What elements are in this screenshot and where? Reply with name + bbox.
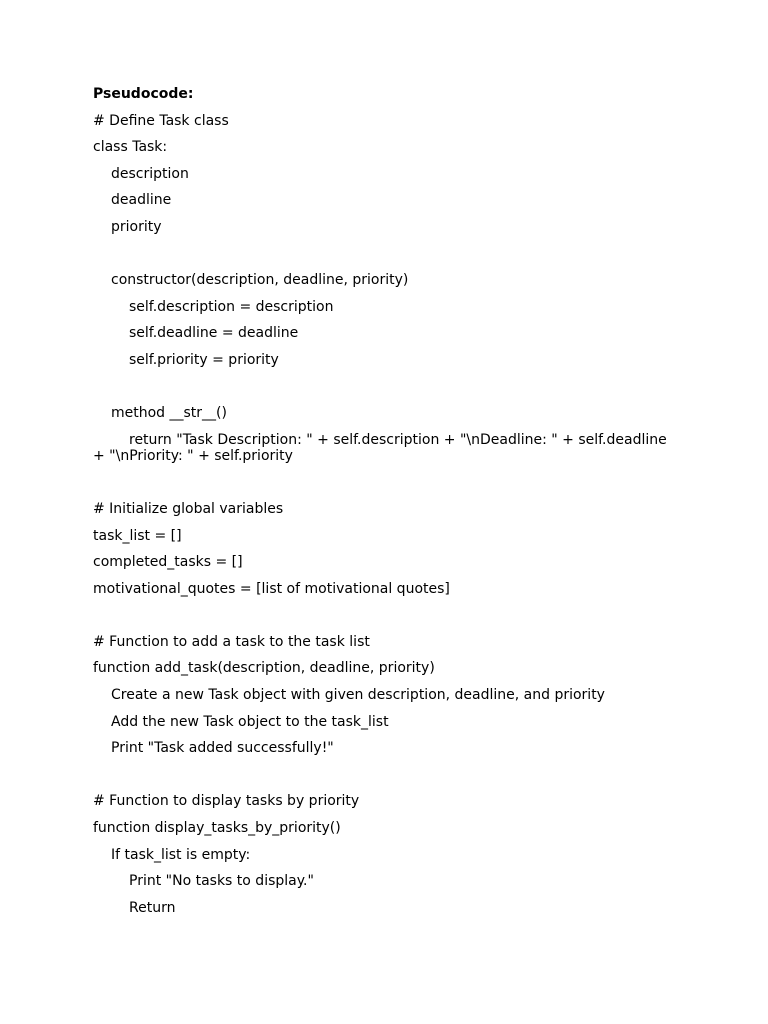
code-line: description xyxy=(111,165,189,182)
code-line: Print "No tasks to display." xyxy=(129,873,314,890)
code-line: return "Task Description: " + self.description + "\nDeadline: " + self.deadline xyxy=(129,431,667,448)
code-line: priority xyxy=(111,218,162,235)
blank-line xyxy=(93,379,693,395)
document-heading: Pseudocode: xyxy=(93,86,194,102)
code-comment: # Function to add a task to the task list xyxy=(93,633,370,650)
code-line: If task_list is empty: xyxy=(111,846,251,863)
code-line: Create a new Task object with given description, deadline, and priority xyxy=(111,687,605,704)
blank-line xyxy=(93,474,693,490)
code-comment: # Initialize global variables xyxy=(93,500,284,517)
blank-line xyxy=(93,767,693,783)
code-line: method __str__() xyxy=(111,405,227,422)
code-line: self.deadline = deadline xyxy=(129,325,299,342)
code-comment: # Function to display tasks by priority xyxy=(93,793,360,810)
blank-line xyxy=(93,246,693,262)
code-line: function display_tasks_by_priority() xyxy=(93,820,341,837)
code-line-wrapped xyxy=(93,432,693,464)
code-line: self.description = description xyxy=(129,298,334,315)
code-line: Add the new Task object to the task_list xyxy=(111,713,389,730)
code-line: task_list = [] xyxy=(93,527,182,544)
blank-line xyxy=(93,607,693,623)
code-line: self.priority = priority xyxy=(129,351,279,368)
code-line: constructor(description, deadline, priority) xyxy=(111,272,409,289)
code-line: Return xyxy=(129,899,176,916)
code-line: Print "Task added successfully!" xyxy=(111,740,334,757)
code-line-continuation: + "\nPriority: " + self.priority xyxy=(93,447,293,464)
code-comment: # Define Task class xyxy=(93,112,229,129)
code-line: function add_task(description, deadline, priority) xyxy=(93,660,435,677)
code-line: class Task: xyxy=(93,139,168,156)
document-page xyxy=(93,86,693,926)
code-line: deadline xyxy=(111,192,172,209)
code-line: completed_tasks = [] xyxy=(93,554,243,571)
code-line: motivational_quotes = [list of motivational quotes] xyxy=(93,580,450,597)
